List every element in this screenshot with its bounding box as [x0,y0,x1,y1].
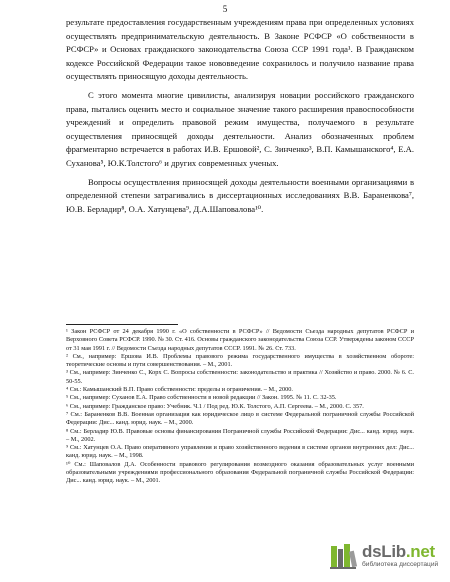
footnote-separator [66,324,178,325]
body-paragraph: результате предоставления государственным учреждениям права при определенных условиях осуществлять предпринимательскую деятельность. В Законе РСФСР «О собственности в РСФСР» и Основах гражданского законодательства Союза ССР 1991 года¹. В Гражданском кодексе Российской Федерации такое нововведение сохранилось и получило название права осуществлять приносящую доходы деятельность. [66,17,414,82]
body-text [66,16,414,221]
footnote: ⁷ См.: Бараненков В.В. Военная организация как юридическое лицо в системе Федеральной пограничной службы Российской Федерации: Дис... канд. юрид. наук. – М., 2000. [66,410,414,427]
body-paragraph: С этого момента многие цивилисты, анализируя новации российского гражданского права, пытались оценить место и социальное значение такого расширения правоспособности учреждений и определить правовой режим имущества, получаемого в результате осуществления приносящей доходы деятельности. Анализ обозначенных проблем фрагментарно встречается в работах И.В. Ершовой², С. Зинченко³, В.П. Камышанского⁴, Е.А. Суханова⁵, Ю.К.Толстого⁶ и других современных ученых. [66,89,414,168]
footnote: ² См., например: Ершова И.В. Проблемы правового режима государственного имущества в хозяйственном обороте: теоретические основы и пути совершенствования. – М., 2001. [66,352,414,369]
footnotes [66,328,414,486]
footnote: ⁴ См.: Камышанский В.П. Право собственности: пределы и ограничения. – М., 2000. [66,386,293,394]
watermark[interactable] [328,536,446,576]
body-paragraph: Вопросы осуществления приносящей доходы деятельности военными организациями в определенной степени затрагивались в диссертационных исследованиях В.В. Бараненкова⁷, Ю.В. Берладир⁸, О.А. Хатунцева⁹, Д.А.Шаповалова¹⁰. [66,176,414,214]
footnote: ¹⁰ См.: Шаповалов Д.А. Особенности правового регулирования возмездного оказания образовательных услуг военными образовательными учреждениями профессионального образования Федеральной пограничной службы Российской Федерации: Дис... канд. юрид. наук. – М., 2001. [66,460,414,485]
footnote: ⁵ См., например: Суханов Е.А. Право собственности в новой редакции // Закон. 1995. № 11. С. 32-35. [66,394,337,402]
page-number: 5 [222,4,228,14]
footnote: ⁹ См.: Хатунцев О.А. Право оперативного управления и право хозяйственного ведения в системе органов внутренних дел: Дис... канд. юрид. наук. – М., 1998. [66,444,414,460]
watermark-subtitle: библиотека диссертаций [362,561,439,569]
footnote: ⁶ См., например: Гражданское право: Учебник. Ч.1 / Под ред. Ю.К. Толстого, А.П. Сергеева. – М., 2000. С. 357. [66,402,364,410]
brand-domain: .net [405,542,435,562]
footnote: ³ См., например: Зинченко С., Корх С. Вопросы собственности: законодательство и практика // Хозяйство и право. 2000. № 6. С. 50-55. [66,369,414,385]
watermark-brand [362,543,438,560]
book-stack-icon [328,541,358,571]
brand-name: dsLib [362,542,406,562]
footnote: ⁸ См.: Берладир Ю.В. Правовые основы финансирования Пограничной службы Российской Федерации: Дис... канд. юрид. наук. – М., 2002. [66,427,414,443]
footnote: ¹ Закон РСФСР от 24 декабря 1990 г. «О собственности в РСФСР» // Ведомости Съезда народных депутатов РСФСР и Верховного Совета РСФСР. 1990. № 30. Ст. 416. Основы гражданского законодательства Союза ССР. Утверждены законом СССР от 31 мая 1991 г. // Ведомости Съезда народных депутатов СССР. 1991. № 26. Ст. 733. [66,328,414,352]
watermark-text [362,543,438,569]
